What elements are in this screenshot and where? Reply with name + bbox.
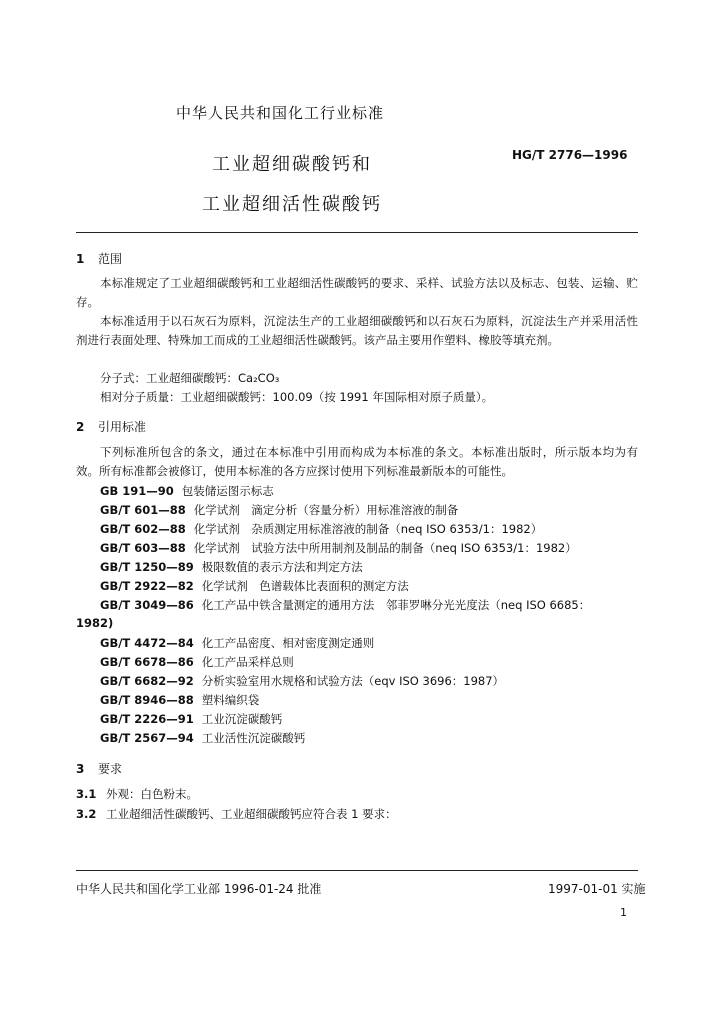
reference-item <box>100 578 409 594</box>
reference-code: GB/T 3049—86 <box>100 598 194 612</box>
section-1-heading <box>76 250 122 267</box>
document-title-line-2: 工业超细活性碳酸钙 <box>202 194 382 215</box>
reference-code: GB/T 2226—91 <box>100 712 194 726</box>
reference-title: 化工产品中铁含量测定的通用方法 邻菲罗啉分光光度法（neq ISO 6685： <box>201 598 591 612</box>
reference-title: 包装储运图示标志 <box>181 484 274 498</box>
reference-item <box>100 673 504 689</box>
clause-text: 工业超细活性碳酸钙、工业超细碳酸钙应符合表 1 要求： <box>106 807 397 821</box>
header-divider <box>76 232 638 233</box>
section-number: 2 <box>76 420 85 434</box>
standard-type: 中华人民共和国化工行业标准 <box>176 104 385 122</box>
reference-item <box>100 654 294 670</box>
reference-code: GB/T 603—88 <box>100 541 186 555</box>
reference-code: GB/T 601—88 <box>100 503 186 517</box>
clause-3-1 <box>76 786 198 802</box>
reference-item <box>100 635 374 651</box>
reference-title: 化学试剂 杂质测定用标准溶液的制备（neq ISO 6353/1：1982） <box>193 522 543 536</box>
section-title: 引用标准 <box>98 420 147 434</box>
reference-code: GB/T 1250—89 <box>100 560 194 574</box>
document-title-line-1: 工业超细碳酸钙和 <box>212 154 372 175</box>
reference-wrap-line: 1982) <box>76 616 114 630</box>
reference-title: 工业沉淀碳酸钙 <box>201 712 283 726</box>
reference-code: GB/T 602—88 <box>100 522 186 536</box>
relative-molecular-mass: 相对分子质量：工业超细碳酸钙：100.09（按 1991 年国际相对原子质量）。 <box>100 390 494 404</box>
reference-item <box>100 597 590 613</box>
reference-title: 工业活性沉淀碳酸钙 <box>201 731 306 745</box>
reference-item <box>100 502 458 518</box>
reference-item <box>100 559 363 575</box>
clause-3-2 <box>76 806 397 822</box>
reference-item <box>100 692 259 708</box>
clause-text: 外观：白色粉末。 <box>106 787 198 801</box>
reference-item <box>100 483 274 499</box>
reference-code: GB/T 4472—84 <box>100 636 194 650</box>
reference-title: 化学试剂 色谱载体比表面积的测定方法 <box>201 579 409 593</box>
section-number: 3 <box>76 762 85 776</box>
reference-title: 化工产品采样总则 <box>201 655 294 669</box>
reference-title: 化学试剂 试验方法中所用制剂及制品的制备（neq ISO 6353/1：1982） <box>193 541 577 555</box>
page-number: 1 <box>620 906 627 919</box>
section-title: 要求 <box>98 762 123 776</box>
footer-divider <box>76 870 638 871</box>
clause-number: 3.1 <box>76 787 97 801</box>
reference-item <box>100 521 542 537</box>
reference-item <box>100 711 282 727</box>
reference-title: 分析实验室用水规格和试验方法（eqv ISO 3696：1987） <box>201 674 505 688</box>
reference-code: GB/T 6678—86 <box>100 655 194 669</box>
reference-item <box>100 730 305 746</box>
reference-code: GB/T 2567—94 <box>100 731 194 745</box>
reference-code: GB 191—90 <box>100 484 174 498</box>
section-number: 1 <box>76 252 85 266</box>
approval-note: 中华人民共和国化学工业部 1996-01-24 批准 <box>76 882 322 896</box>
section-title: 范围 <box>98 252 123 266</box>
standard-code: HG/T 2776—1996 <box>512 148 628 162</box>
section-3-heading <box>76 760 122 777</box>
section-2-paragraph: 下列标准所包含的条文，通过在本标准中引用而构成为本标准的条文。本标准出版时，所示版本均为有效。所有标准都会被修订，使用本标准的各方应探讨使用下列标准最新版本的可能性。 <box>76 445 638 478</box>
reference-code: GB/T 6682—92 <box>100 674 194 688</box>
reference-title: 化工产品密度、相对密度测定通则 <box>201 636 375 650</box>
effective-date: 1997-01-01 实施 <box>548 882 646 896</box>
reference-item <box>100 540 577 556</box>
molecular-formula: 分子式：工业超细碳酸钙：Ca₂CO₃ <box>100 371 280 385</box>
reference-title: 化学试剂 滴定分析（容量分析）用标准溶液的制备 <box>193 503 459 517</box>
reference-code: GB/T 8946—88 <box>100 693 194 707</box>
reference-title: 极限数值的表示方法和判定方法 <box>201 560 363 574</box>
reference-title: 塑料编织袋 <box>201 693 260 707</box>
section-1-paragraph-1: 本标准规定了工业超细碳酸钙和工业超细活性碳酸钙的要求、采样、试验方法以及标志、包装、运输、贮存。 <box>76 276 638 309</box>
clause-number: 3.2 <box>76 807 97 821</box>
section-2-heading <box>76 418 146 435</box>
section-1-paragraph-2: 本标准适用于以石灰石为原料，沉淀法生产的工业超细碳酸钙和以石灰石为原料，沉淀法生产并采用活性剂进行表面处理、特殊加工而成的工业超细活性碳酸钙。该产品主要用作塑料、橡胶等填充剂。 <box>76 314 638 347</box>
reference-code: GB/T 2922—82 <box>100 579 194 593</box>
